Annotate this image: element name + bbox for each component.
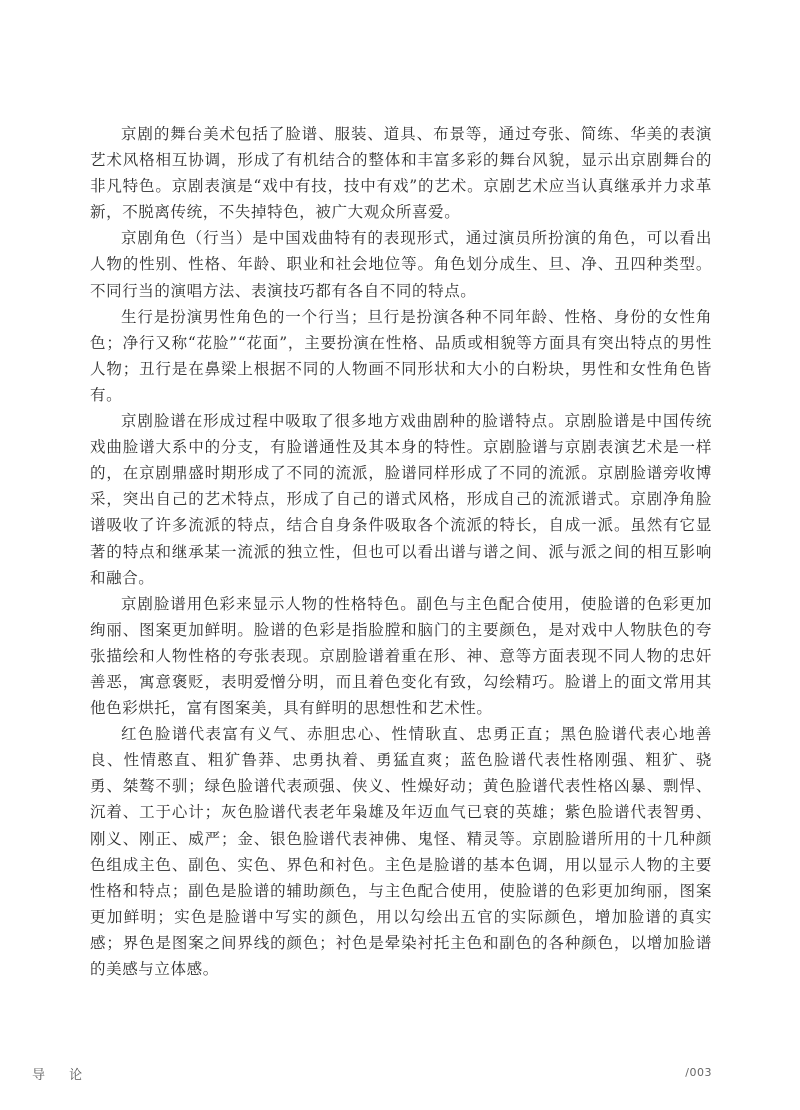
body-text xyxy=(90,121,712,982)
paragraph-role-types: 京剧角色（行当）是中国戏曲特有的表现形式，通过演员所扮演的角色，可以看出人物的性别、性格、年龄、职业和社会地位等。角色划分成生、旦、净、丑四种类型。不同行当的演唱方法、表演技巧都有各自不同的特点。 xyxy=(90,229,712,300)
paragraph-mask-schools: 京剧脸谱在形成过程中吸取了很多地方戏曲剧种的脸谱特点。京剧脸谱是中国传统戏曲脸谱大系中的分支，有脸谱通性及其本身的特性。京剧脸谱与京剧表演艺术是一样的，在京剧鼎盛时期形成了不同的流派，脸谱同样形成了不同的流派。京剧脸谱旁收博采，突出自己的艺术特点，形成了自己的谱式风格，形成自己的流派谱式。京剧净角脸谱吸收了许多流派的特点，结合自身条件吸取各个流派的特长，自成一派。虽然有它显著的特点和继承某一流派的独立性，但也可以看出谱与谱之间、派与派之间的相互影响和融合。 xyxy=(90,412,712,587)
footer-section-label: 导 论 xyxy=(32,1068,93,1083)
paragraph-stage-art: 京剧的舞台美术包括了脸谱、服装、道具、布景等，通过夸张、简练、华美的表演艺术风格相互协调，形成了有机结合的整体和丰富多彩的舞台风貌，显示出京剧舞台的非凡特色。京剧表演是“戏中有技，技中有戏”的艺术。京剧艺术应当认真继承并力求革新，不脱离传统，不失掉特色，被广大观众所喜爱。 xyxy=(90,125,712,222)
page-number: /003 xyxy=(685,1066,712,1079)
paragraph-color-meanings: 红色脸谱代表富有义气、赤胆忠心、性情耿直、忠勇正直；黑色脸谱代表心地善良、性情憨直、粗犷鲁莽、忠勇执着、勇猛直爽；蓝色脸谱代表性格刚强、粗犷、骁勇、桀骜不驯；绿色脸谱代表顽强、侠义、性燥好动；黄色脸谱代表性格凶暴、剽悍、沉着、工于心计；灰色脸谱代表老年枭雄及年迈血气已衰的英雄；紫色脸谱代表智勇、刚义、刚正、威严；金、银色脸谱代表神佛、鬼怪、精灵等。京剧脸谱所用的十几种颜色组成主色、副色、实色、界色和衬色。主色是脸谱的基本色调，用以显示人物的主要性格和特点；副色是脸谱的辅助颜色，与主色配合使用，使脸谱的色彩更加绚丽，图案更加鲜明；实色是脸谱中写实的颜色，用以勾绘出五官的实际颜色，增加脸谱的真实感；界色是图案之间界线的颜色；衬色是晕染衬托主色和副色的各种颜色，以增加脸谱的美感与立体感。 xyxy=(90,725,712,978)
paragraph-role-definitions: 生行是扮演男性角色的一个行当；旦行是扮演各种不同年龄、性格、身份的女性角色；净行又称“花脸”“花面”，主要扮演在性格、品质或相貌等方面具有突出特点的男性人物；丑行是在鼻梁上根据不同的人物画不同形状和大小的白粉块，男性和女性角色皆有。 xyxy=(90,307,712,404)
paragraph-mask-colors: 京剧脸谱用色彩来显示人物的性格特色。副色与主色配合使用，使脸谱的色彩更加绚丽、图案更加鲜明。脸谱的色彩是指脸膛和脑门的主要颜色，是对戏中人物肤色的夸张描绘和人物性格的夸张表现。京剧脸谱着重在形、神、意等方面表现不同人物的忠奸善恶，寓意褒贬，表明爱憎分明，而且着色变化有致，勾绘精巧。脸谱上的面文常用其他色彩烘托，富有图案美，具有鲜明的思想性和艺术性。 xyxy=(90,594,712,718)
